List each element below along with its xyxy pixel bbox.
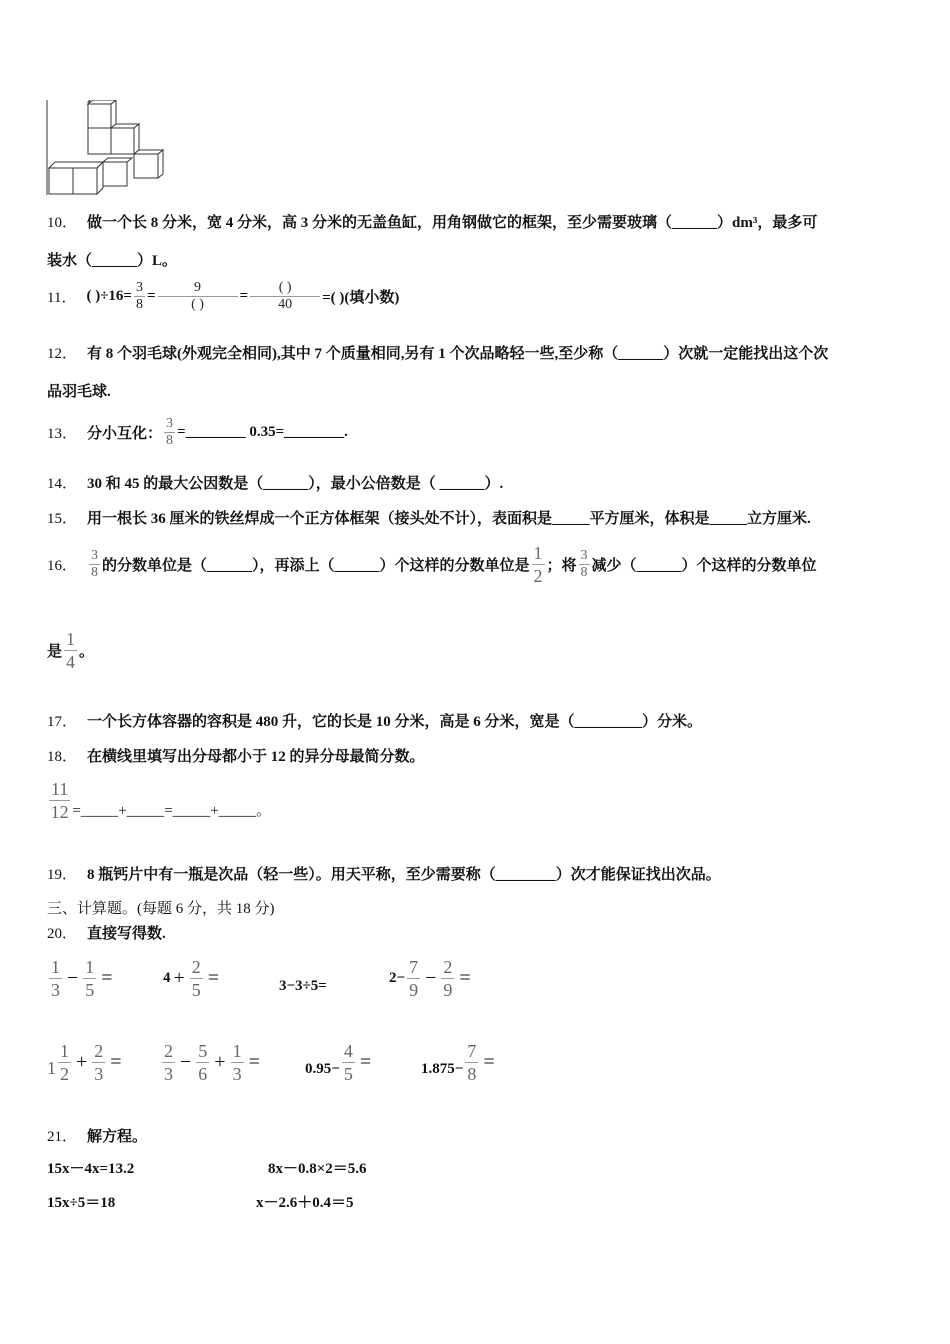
- fraction: $\frac{3}{8}$: [166, 416, 174, 448]
- question-text: 在横线里填写出分母都小于 12 的异分母最简分数。: [87, 749, 425, 765]
- question-number: 10．: [47, 215, 78, 231]
- fraction: 9 ( ): [158, 280, 238, 313]
- equation: 15x÷5＝18: [47, 1195, 116, 1211]
- question-text: 有 8 个羽毛球(外观完全相同),其中 7 个质量相同,另有 1 个次品略轻一些,至少称（______）次就一定能找出这个次: [87, 346, 829, 362]
- fraction: $\frac{1}{5}$: [85, 957, 95, 1000]
- question-10: [47, 211, 817, 232]
- section-heading: 三、计算题。(每题 6 分，共 18 分): [47, 901, 275, 917]
- question-text: 品羽毛球.: [47, 384, 111, 400]
- question-text: 一个长方体容器的容积是 480 升，它的长是 10 分米，高是 6 分米，宽是（_________）分米。: [87, 714, 703, 730]
- cube-stack-figure: [46, 100, 166, 196]
- question-number: 17．: [47, 714, 78, 730]
- question-18: [47, 745, 425, 766]
- question-text: 用一根长 36 厘米的铁丝焊成一个正方体框架（接头处不计），表面积是_____平方厘米，体积是_____立方厘米.: [87, 511, 811, 527]
- question-number: 12．: [47, 346, 78, 362]
- question-text: 30 和 45 的最大公因数是（______），最小公倍数是（ ______）.: [87, 476, 504, 492]
- question-number: 15．: [47, 511, 78, 527]
- question-text: 直接写得数.: [87, 926, 166, 942]
- question-number: 20．: [47, 926, 78, 942]
- question-16: 16． 3 8 的分数单位是（______），再添上（______）个这样的分数单位是 1 2 ；将 3 8 减少（______）个这样的分数单位: [47, 543, 817, 586]
- calc-item: 0.95− $\frac{4}{5}$ =: [305, 1041, 372, 1084]
- question-16-cont: 是 1 4 。: [47, 629, 95, 672]
- question-number: 16．: [47, 558, 78, 574]
- fraction: $\frac{1}{3}$: [232, 1041, 242, 1084]
- calc-item: 1 1 2 + $\frac{2}{3}$ =: [47, 1041, 122, 1084]
- fraction: 1 2: [533, 543, 543, 586]
- fraction: 2 3: [164, 1041, 173, 1084]
- question-number: 19．: [47, 867, 78, 883]
- question-text: 装水（______）L。: [47, 253, 178, 269]
- calc-item: 1 3 − $\frac{1}{5}$ =: [51, 957, 113, 1000]
- question-text: 分小互化：: [87, 426, 163, 442]
- question-18-equation: $\frac{11}{12}$ =_____+_____=_____+_____。: [50, 779, 272, 822]
- question-20: [47, 922, 166, 943]
- fraction: $\frac{4}{5}$: [343, 1041, 353, 1084]
- question-text: 做一个长 8 分米，宽 4 分米，高 3 分米的无盖鱼缸，用角钢做它的框架，至少需要玻璃（______）dm³，最多可: [87, 215, 818, 231]
- fraction: $\frac{11}{12}$: [50, 779, 69, 822]
- fraction: $\frac{2}{3}$: [94, 1041, 104, 1084]
- question-12: [47, 342, 828, 363]
- equation: 8x－0.8×2＝5.6: [268, 1161, 367, 1177]
- fraction: 1 4: [66, 629, 76, 672]
- fraction: $\frac{2}{5}$: [191, 957, 201, 1000]
- fraction: ( ) 40: [250, 280, 320, 313]
- question-text: ( )÷16=: [86, 288, 132, 304]
- equation: x－2.6＋0.4＝5: [256, 1195, 354, 1211]
- calc-item: 4 + $\frac{2}{5}$ =: [163, 957, 220, 1000]
- fraction: 1 2: [60, 1041, 69, 1084]
- fraction: $\frac{5}{6}$: [198, 1041, 208, 1084]
- question-text: 减少（______）个这样的分数单位: [591, 558, 817, 574]
- question-text: =________ 0.35=________.: [177, 424, 348, 440]
- question-number: 11．: [47, 290, 77, 306]
- question-13: [47, 416, 348, 449]
- fraction: 1 3: [51, 957, 60, 1000]
- question-12-cont: [47, 380, 111, 401]
- calc-item: 1.875− $\frac{7}{8}$ =: [421, 1041, 495, 1084]
- question-number: 14．: [47, 476, 78, 492]
- question-17: [47, 710, 702, 731]
- question-19: [47, 863, 721, 884]
- question-text: 的分数单位是（______），再添上（______）个这样的分数单位是: [102, 558, 530, 574]
- question-11: 11． ( )÷16= $\frac{3}{8}$ = 9 ( ) = ( ) 40 =( )(填小数): [47, 280, 400, 312]
- fraction: $\frac{2}{9}$: [443, 957, 453, 1000]
- question-15: [47, 507, 811, 528]
- fraction: 3 8: [580, 548, 588, 580]
- equation: 15x－4x=13.2: [47, 1161, 135, 1177]
- question-21: [47, 1125, 147, 1146]
- fraction: $\frac{7}{8}$: [467, 1041, 477, 1084]
- question-text: 8 瓶钙片中有一瓶是次品（轻一些）。用天平称，至少需要称（________）次才能保证找出次品。: [87, 867, 721, 883]
- question-number: 13．: [47, 426, 78, 442]
- question-14: [47, 472, 503, 493]
- question-number: 21．: [47, 1129, 78, 1145]
- fraction: 3 8: [91, 548, 99, 580]
- calc-item: 2− $\frac{7}{9}$ − $\frac{2}{9}$ =: [389, 957, 471, 1000]
- fraction: $\frac{7}{9}$: [409, 957, 419, 1000]
- calc-item: 3−3÷5=: [279, 978, 327, 994]
- calc-item: 2 3 − $\frac{5}{6}$ + $\frac{1}{3}$ =: [164, 1041, 260, 1084]
- fraction: $\frac{3}{8}$: [135, 280, 143, 312]
- question-text: 解方程。: [87, 1129, 148, 1145]
- question-number: 18．: [47, 749, 78, 765]
- question-10-cont: [47, 249, 177, 270]
